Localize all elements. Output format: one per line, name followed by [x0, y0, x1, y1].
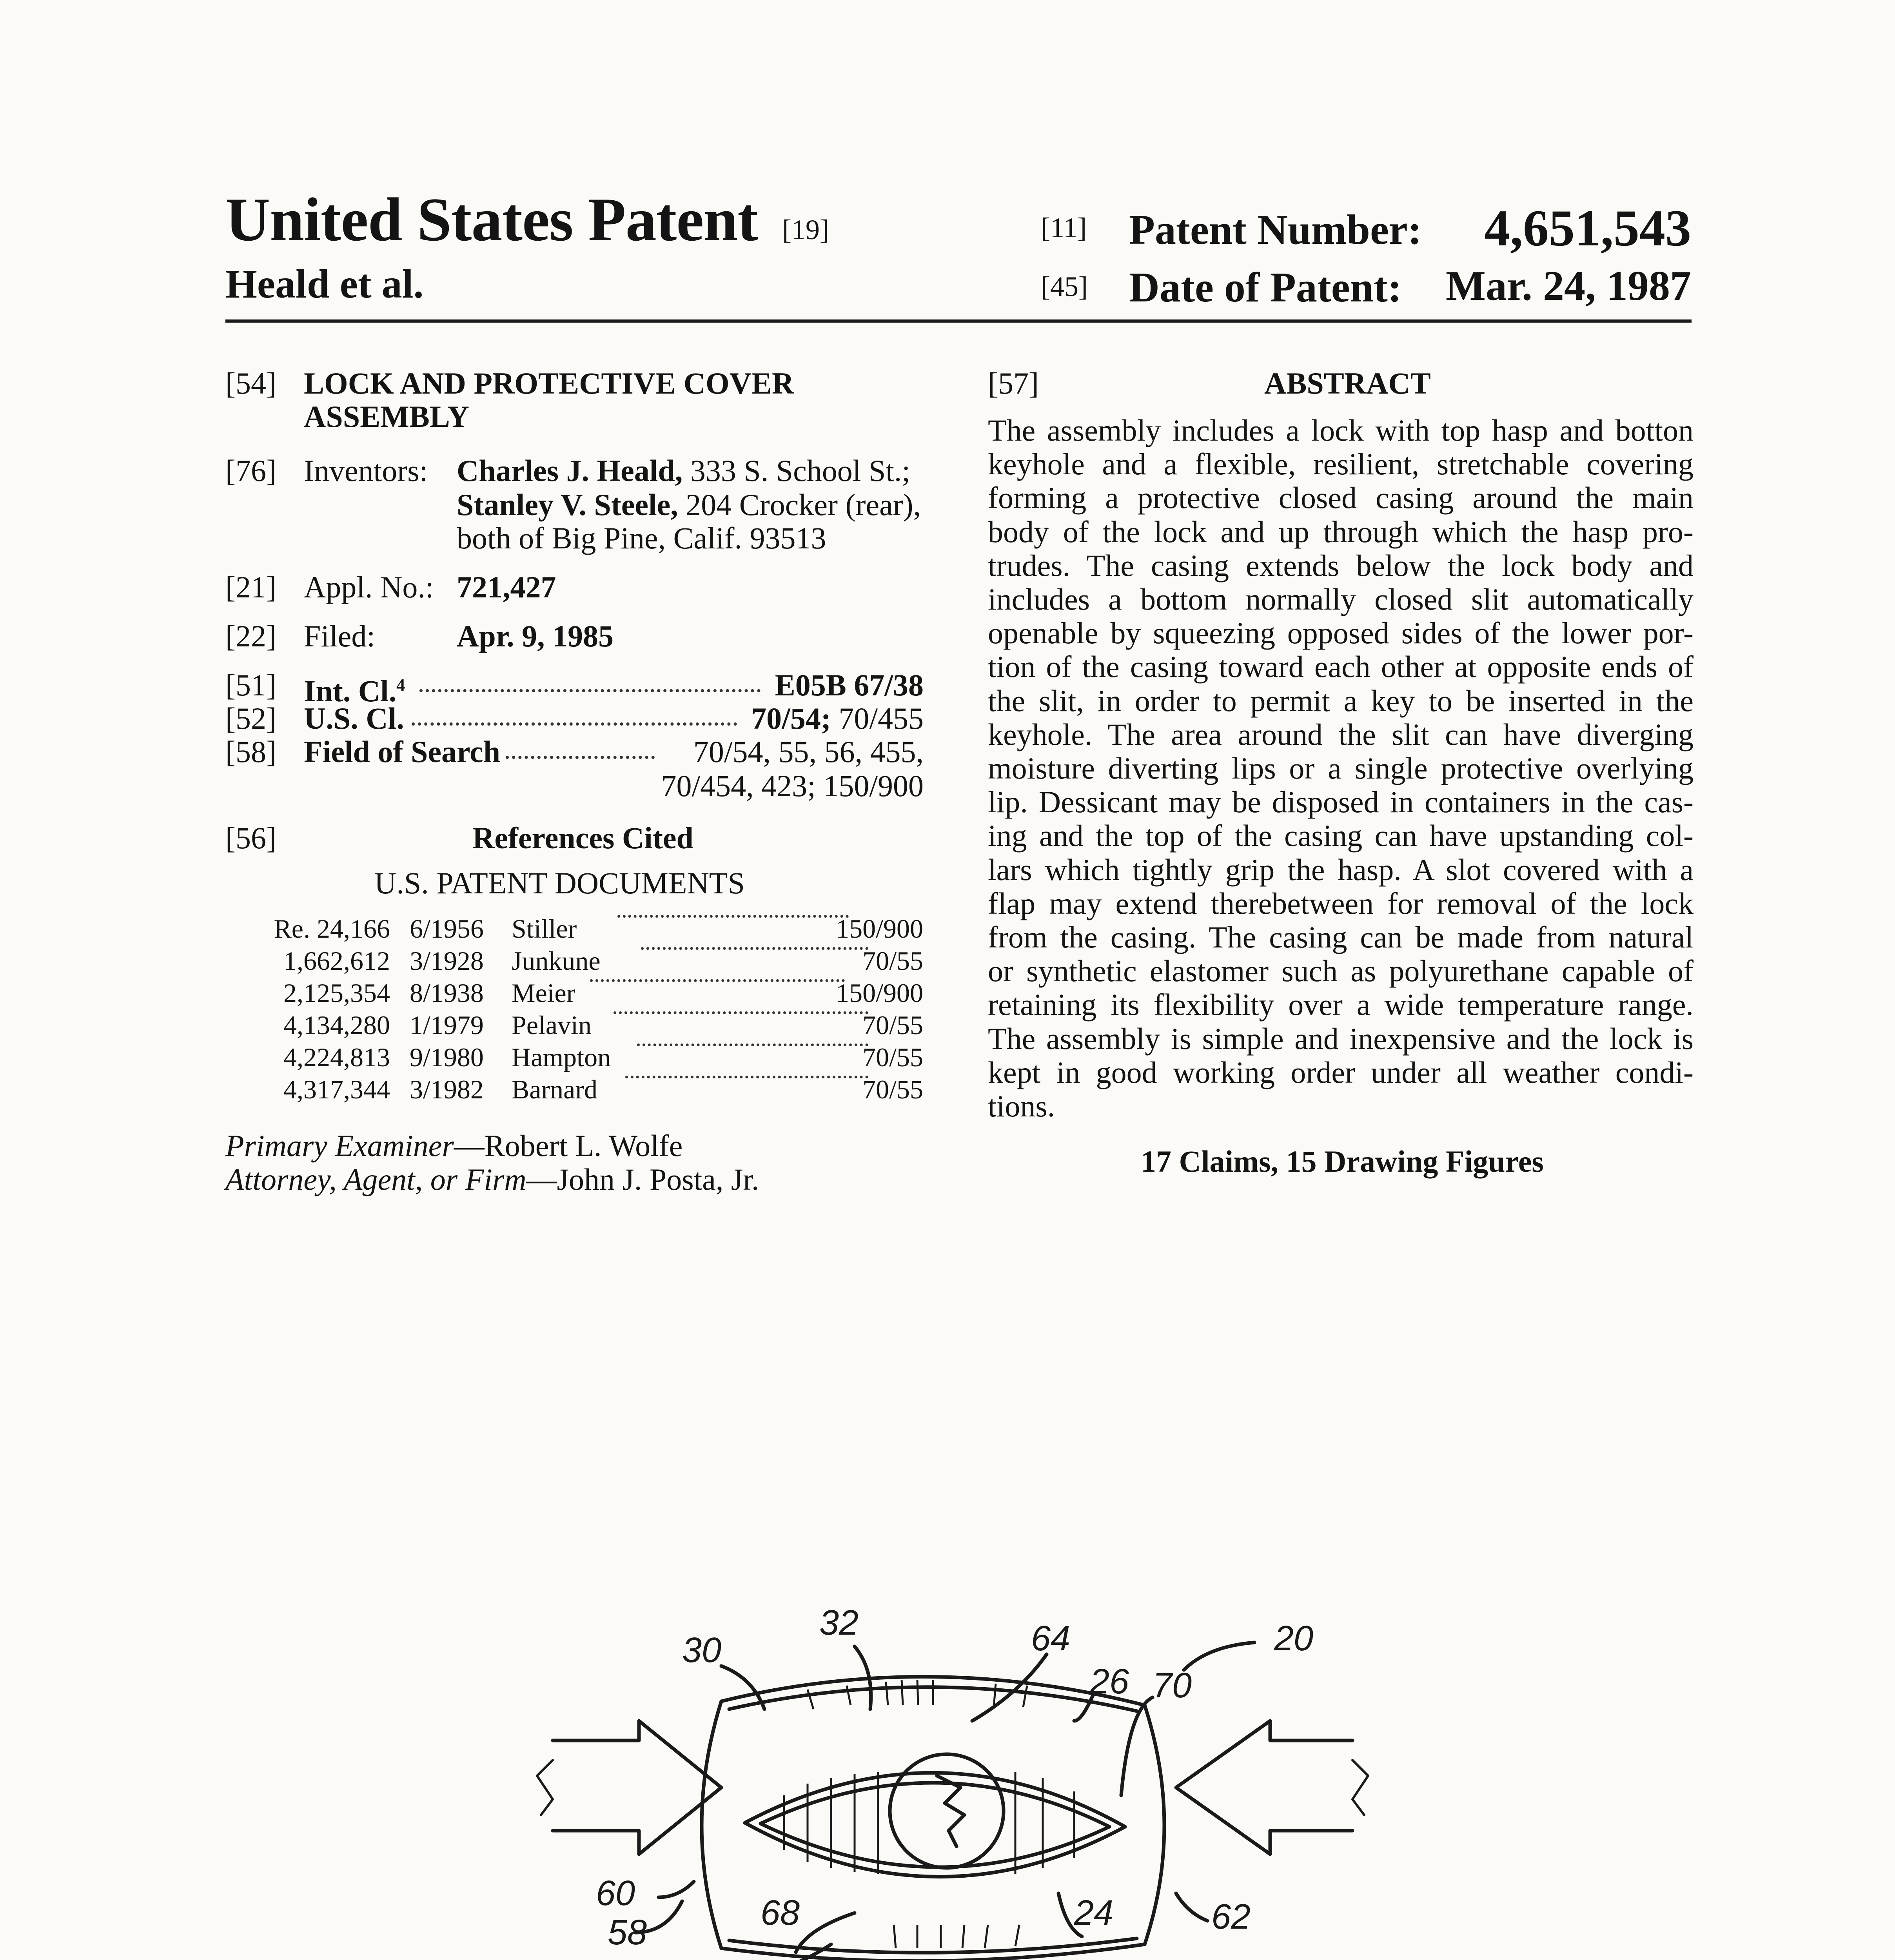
intcl-sup: 4 [396, 675, 405, 695]
label-68: 68 [761, 1893, 800, 1933]
abstract-line: openable by squeezing opposed sides of the lower por- [988, 616, 1694, 650]
references-subheading: U.S. PATENT DOCUMENTS [374, 866, 745, 900]
date-label: Date of Patent: [1129, 264, 1402, 311]
reference-number: 1,662,612 [283, 946, 390, 976]
abstract-line: keyhole and a flexible, resilient, stretchable covering [988, 447, 1694, 481]
appl-label: Appl. No.: [304, 570, 434, 604]
appl-code: [21] [225, 570, 276, 604]
primary-examiner [225, 1129, 682, 1163]
inventor-1-name: Charles J. Heald, [457, 454, 683, 488]
inventor-1-address: 333 S. School St.; [682, 454, 911, 488]
field-line2: 70/454, 423; 150/900 [661, 769, 924, 803]
abstract-code: [57] [988, 366, 1039, 400]
claims-summary: 17 Claims, 15 Drawing Figures [1141, 1144, 1544, 1178]
abstract-line: tions. [988, 1089, 1055, 1123]
abstract-line: trudes. The casing extends below the lock body and [988, 548, 1694, 583]
inventor-2-address: 204 Crocker (rear), [678, 488, 921, 522]
attorney [225, 1163, 759, 1196]
uscl-code: [52] [225, 701, 276, 735]
label-26: 26 [1090, 1662, 1129, 1701]
attorney-label: Attorney, Agent, or Firm [225, 1162, 526, 1196]
references-heading: References Cited [472, 821, 693, 855]
reference-class: 150/900 [836, 914, 923, 944]
abstract-line: kept in good working order under all weather condi- [988, 1055, 1694, 1089]
dot-leader [412, 720, 737, 726]
dot-leader [637, 1042, 868, 1046]
dot-leader [614, 1010, 868, 1014]
label-20: 20 [1274, 1619, 1314, 1658]
intcl-label-text: Int. Cl. [304, 674, 397, 708]
appl-number: 721,427 [457, 570, 556, 604]
right-squeeze-arrow [1176, 1721, 1352, 1854]
primary-examiner-label: Primary Examiner [225, 1129, 454, 1163]
reference-name: Hampton [512, 1042, 611, 1072]
abstract-body [988, 414, 1694, 1123]
abstract-heading: ABSTRACT [1264, 366, 1431, 400]
right-arrow-break [1352, 1760, 1368, 1815]
reference-row [225, 978, 923, 1010]
reference-number: 4,317,344 [283, 1074, 390, 1104]
casing-bottom-edge [729, 1938, 1137, 1953]
abstract-line: moisture diverting lips or a single protective overlying [988, 751, 1694, 786]
leader-20 [1184, 1642, 1254, 1670]
intcl-value: E05B 67/38 [775, 668, 924, 702]
reference-row [225, 946, 923, 978]
dot-leader [590, 978, 845, 982]
label-58: 58 [608, 1913, 647, 1952]
abstract-line: the slit, in order to permit a key to be inserted in the [988, 683, 1694, 718]
reference-number: 4,224,813 [283, 1042, 390, 1072]
abstract-line: includes a bottom normally closed slit automatically [988, 582, 1694, 617]
intcl-code: [51] [225, 668, 276, 702]
inventors-location: both of Big Pine, Calif. 93513 [457, 521, 826, 555]
reference-date: 3/1982 [410, 1074, 484, 1104]
abstract-line: forming a protective closed casing around the main [988, 481, 1694, 515]
uscl-secondary: 70/455 [831, 701, 924, 735]
abstract-line: flap may extend therebetween for removal of the lock [988, 886, 1694, 920]
header-authors: Heald et al. [225, 261, 424, 307]
reference-class: 70/55 [862, 1010, 923, 1040]
abstract-line: body of the lock and up through which the hasp pro- [988, 514, 1694, 549]
reference-row [225, 1074, 923, 1106]
patent-number: 4,651,543 [1484, 199, 1691, 257]
left-arrow-break [537, 1760, 553, 1815]
abstract-line: retaining its flexibility over a wide temperature range. [988, 987, 1694, 1022]
inventors-code: [76] [225, 454, 276, 488]
dot-leader [625, 1074, 868, 1078]
field-code: [58] [225, 735, 276, 769]
label-30: 30 [682, 1631, 722, 1670]
reference-class: 70/55 [862, 946, 923, 976]
patent-number-label: Patent Number: [1129, 207, 1422, 253]
leader-62 [1176, 1893, 1207, 1921]
label-70: 70 [1153, 1666, 1192, 1705]
abstract-line: or synthetic elastomer such as polyurethane capable of [988, 954, 1694, 988]
uscl-value [751, 702, 924, 735]
label-64: 64 [1031, 1619, 1071, 1658]
reference-row [225, 1042, 923, 1074]
left-squeeze-arrow [553, 1721, 721, 1854]
inventor-1 [457, 454, 910, 488]
label-60: 60 [596, 1874, 635, 1913]
reference-number: 2,125,354 [283, 978, 390, 1008]
patent-header-title: United States Patent [225, 185, 758, 254]
reference-class: 70/55 [862, 1074, 923, 1104]
inventor-2-name: Stanley V. Steele, [457, 488, 678, 522]
uscl-label: U.S. Cl. [304, 701, 404, 735]
label-62: 62 [1211, 1897, 1251, 1936]
inventors-label: Inventors: [304, 454, 428, 488]
leader-60 [659, 1882, 694, 1897]
reference-date: 3/1928 [410, 946, 484, 976]
lock-body-inner-top [761, 1783, 1109, 1827]
reference-date: 1/1979 [410, 1010, 484, 1040]
field-line1: 70/54, 55, 56, 455, [693, 735, 924, 769]
reference-name: Pelavin [512, 1010, 592, 1040]
patent-number-code: [11] [1041, 212, 1087, 243]
abstract-line: The assembly is simple and inexpensive and the lock is [988, 1021, 1694, 1056]
reference-row [225, 1010, 923, 1042]
filed-label: Filed: [304, 619, 376, 653]
reference-name: Stiller [512, 914, 577, 944]
reference-class: 150/900 [836, 978, 923, 1008]
patent-date: Mar. 24, 1987 [1446, 263, 1691, 309]
hatching [784, 1680, 1074, 1948]
filed-code: [22] [225, 619, 276, 653]
reference-date: 9/1980 [410, 1042, 484, 1072]
uscl-primary: 70/54; [751, 701, 831, 735]
label-32: 32 [819, 1603, 859, 1642]
inventor-2 [457, 488, 921, 522]
reference-number: Re. 24,166 [274, 914, 390, 944]
reference-class: 70/55 [862, 1042, 923, 1072]
lock-body-outline [745, 1773, 1125, 1877]
keyhole-shape [937, 1776, 964, 1846]
abstract-line: The assembly includes a lock with top hasp and botton [988, 413, 1694, 447]
abstract-line: from the casing. The casing can be made from natural [988, 920, 1694, 955]
invention-title-line1: LOCK AND PROTECTIVE COVER [304, 366, 794, 400]
reference-date: 8/1938 [410, 978, 484, 1008]
reference-name: Barnard [512, 1074, 598, 1104]
references-code: [56] [225, 821, 276, 855]
field-label: Field of Search [304, 735, 501, 769]
abstract-line: lip. Dessicant may be disposed in containers in the cas- [988, 785, 1694, 819]
dot-leader [419, 687, 761, 692]
invention-title-line2: ASSEMBLY [304, 399, 469, 434]
date-code: [45] [1041, 271, 1088, 302]
label-24: 24 [1074, 1893, 1114, 1933]
dot-leader [617, 913, 849, 918]
reference-name: Junkune [512, 946, 601, 976]
lock-body-inner-bottom [761, 1824, 1109, 1867]
abstract-line: lars which tightly grip the hasp. A slot covered with a [988, 852, 1694, 887]
primary-examiner-name: —Robert L. Wolfe [454, 1129, 683, 1163]
filed-date: Apr. 9, 1985 [457, 619, 614, 653]
reference-number: 4,134,280 [283, 1010, 390, 1040]
attorney-name: —John J. Posta, Jr. [526, 1162, 759, 1196]
reference-name: Meier [512, 978, 575, 1008]
reference-row [225, 913, 923, 946]
reference-date: 6/1956 [410, 914, 484, 944]
header-title-code: [19] [782, 214, 829, 245]
patent-drawing [510, 1592, 1411, 1960]
abstract-line: keyhole. The area around the slit can have diverging [988, 717, 1694, 751]
dot-leader [641, 946, 868, 950]
header-rule [225, 319, 1692, 323]
lock-dial [890, 1754, 1004, 1868]
title-code: [54] [225, 366, 276, 400]
abstract-line: ing and the top of the casing can have upstanding col- [988, 818, 1694, 853]
abstract-line: tion of the casing toward each other at opposite ends of [988, 650, 1694, 684]
dot-leader [506, 753, 655, 759]
